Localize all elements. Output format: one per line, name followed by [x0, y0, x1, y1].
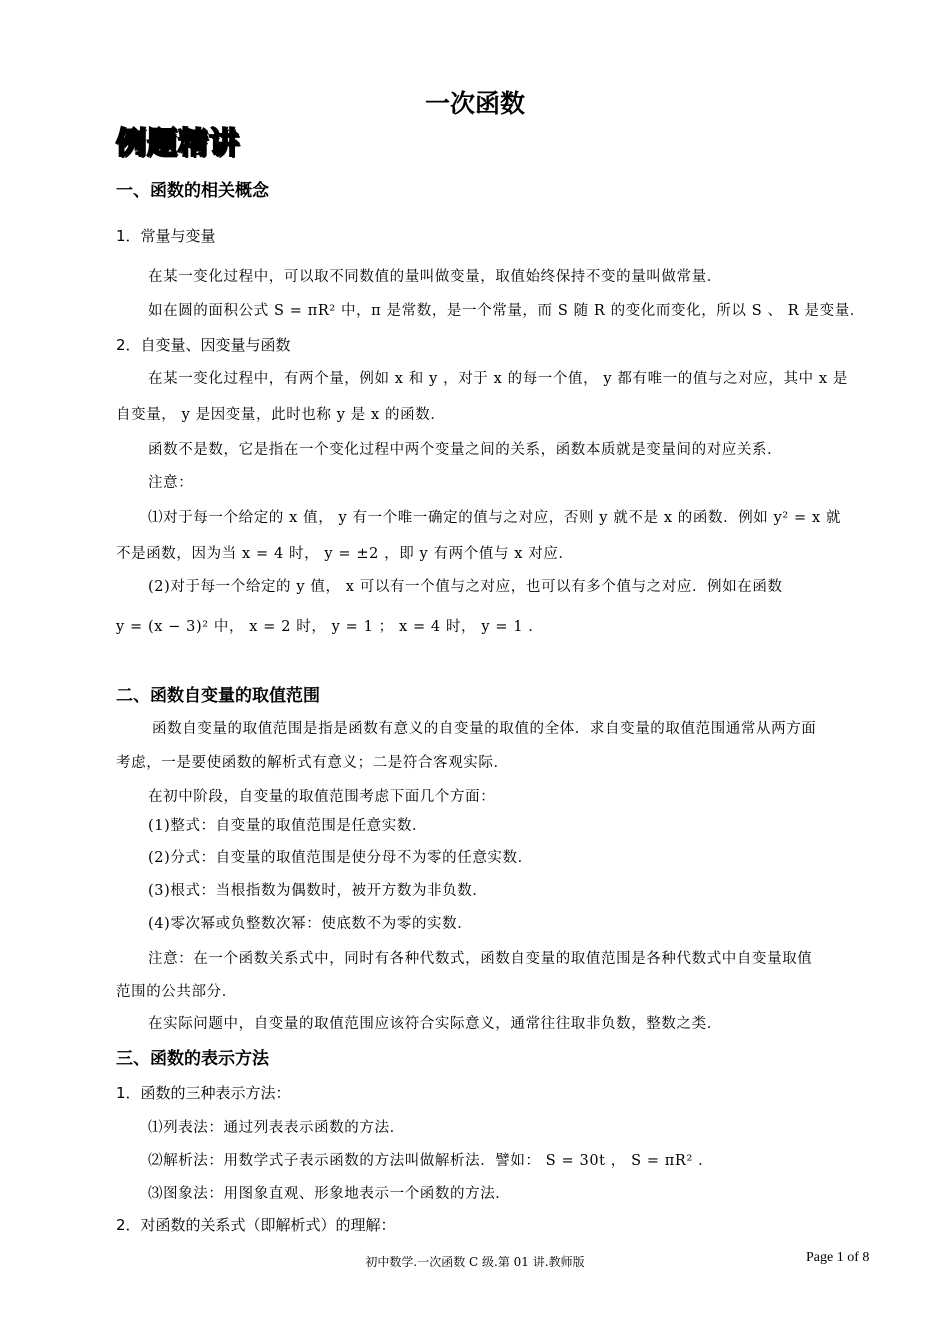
list-item: (3)根式：当根指数为偶数时，被开方数为非负数． — [148, 883, 488, 899]
section-3-sub-1: 1．函数的三种表示方法： — [116, 1084, 291, 1102]
section-2-heading: 二、函数自变量的取值范围 — [116, 686, 320, 706]
paragraph: 考虑，一是要使函数的解析式有意义；二是符合客观实际． — [116, 755, 509, 771]
paragraph: 在实际问题中，自变量的取值范围应该符合实际意义，通常往往取非负数，整数之类． — [148, 1016, 722, 1032]
paragraph: 函数不是数，它是指在一个变化过程中两个变量之间的关系，函数本质就是变量间的对应关系． — [148, 442, 783, 458]
paragraph: 如在圆的面积公式 S = πR² 中，π 是常数，是一个常量，而 S 随 R 的变化而变化，所以 S 、 R 是变量． — [148, 303, 865, 319]
paragraph: 在初中阶段，自变量的取值范围考虑下面几个方面： — [148, 789, 496, 805]
section-1-sub-2: 2．自变量、因变量与函数 — [116, 336, 291, 354]
section-1-heading: 一、函数的相关概念 — [116, 181, 269, 201]
list-item: ⑶图象法：用图象直观、形象地表示一个函数的方法． — [148, 1186, 511, 1202]
paragraph: 自变量， y 是因变量，此时也称 y 是 x 的函数． — [116, 407, 446, 423]
section-1-sub-1: 1．常量与变量 — [116, 227, 216, 245]
list-item: ⑵解析法：用数学式子表示函数的方法叫做解析法．譬如： S = 30t ， S = πR² ． — [148, 1153, 714, 1169]
paragraph: 注意：在一个函数关系式中，同时有各种代数式，函数自变量的取值范围是各种代数式中自变量取值 — [148, 951, 813, 967]
page-number: Page 1 of 8 — [806, 1250, 870, 1265]
paragraph: 在某一变化过程中，有两个量，例如 x 和 y ，对于 x 的每一个值， y 都有唯一的值与之对应，其中 x 是 — [148, 371, 849, 387]
paragraph: ⑴对于每一个给定的 x 值， y 有一个唯一确定的值与之对应，否则 y 就不是 x 的函数．例如 y² = x 就 — [148, 510, 842, 526]
paragraph: y = (x − 3)² 中， x = 2 时， y = 1 ； x = 4 时， y = 1 ． — [116, 619, 544, 635]
example-banner: 例题精讲 — [116, 126, 240, 161]
page-footer: 初中数学.一次函数 C 级.第 01 讲.教师版 — [365, 1255, 585, 1269]
paragraph: 函数自变量的取值范围是指是函数有意义的自变量的取值的全体．求自变量的取值范围通常从两方面 — [152, 721, 817, 737]
paragraph: 不是函数，因为当 x = 4 时， y = ±2 ，即 y 有两个值与 x 对应． — [116, 546, 574, 562]
section-3-sub-2: 2．对函数的关系式（即解析式）的理解： — [116, 1216, 396, 1234]
section-3-heading: 三、函数的表示方法 — [116, 1049, 269, 1069]
list-item: ⑴列表法：通过列表表示函数的方法． — [148, 1120, 405, 1136]
list-item: (4)零次幂或负整数次幂：使底数不为零的实数． — [148, 916, 473, 932]
page-title: 一次函数 — [424, 89, 525, 118]
paragraph: 范围的公共部分． — [116, 984, 237, 1000]
paragraph: 在某一变化过程中，可以取不同数值的量叫做变量，取值始终保持不变的量叫做常量． — [148, 269, 722, 285]
list-item: (2)分式：自变量的取值范围是使分母不为零的任意实数． — [148, 850, 533, 866]
paragraph: 注意： — [148, 475, 194, 491]
list-item: (1)整式：自变量的取值范围是任意实数． — [148, 818, 428, 834]
paragraph: (2)对于每一个给定的 y 值， x 可以有一个值与之对应，也可以有多个值与之对应．例如在函数 — [148, 579, 783, 595]
